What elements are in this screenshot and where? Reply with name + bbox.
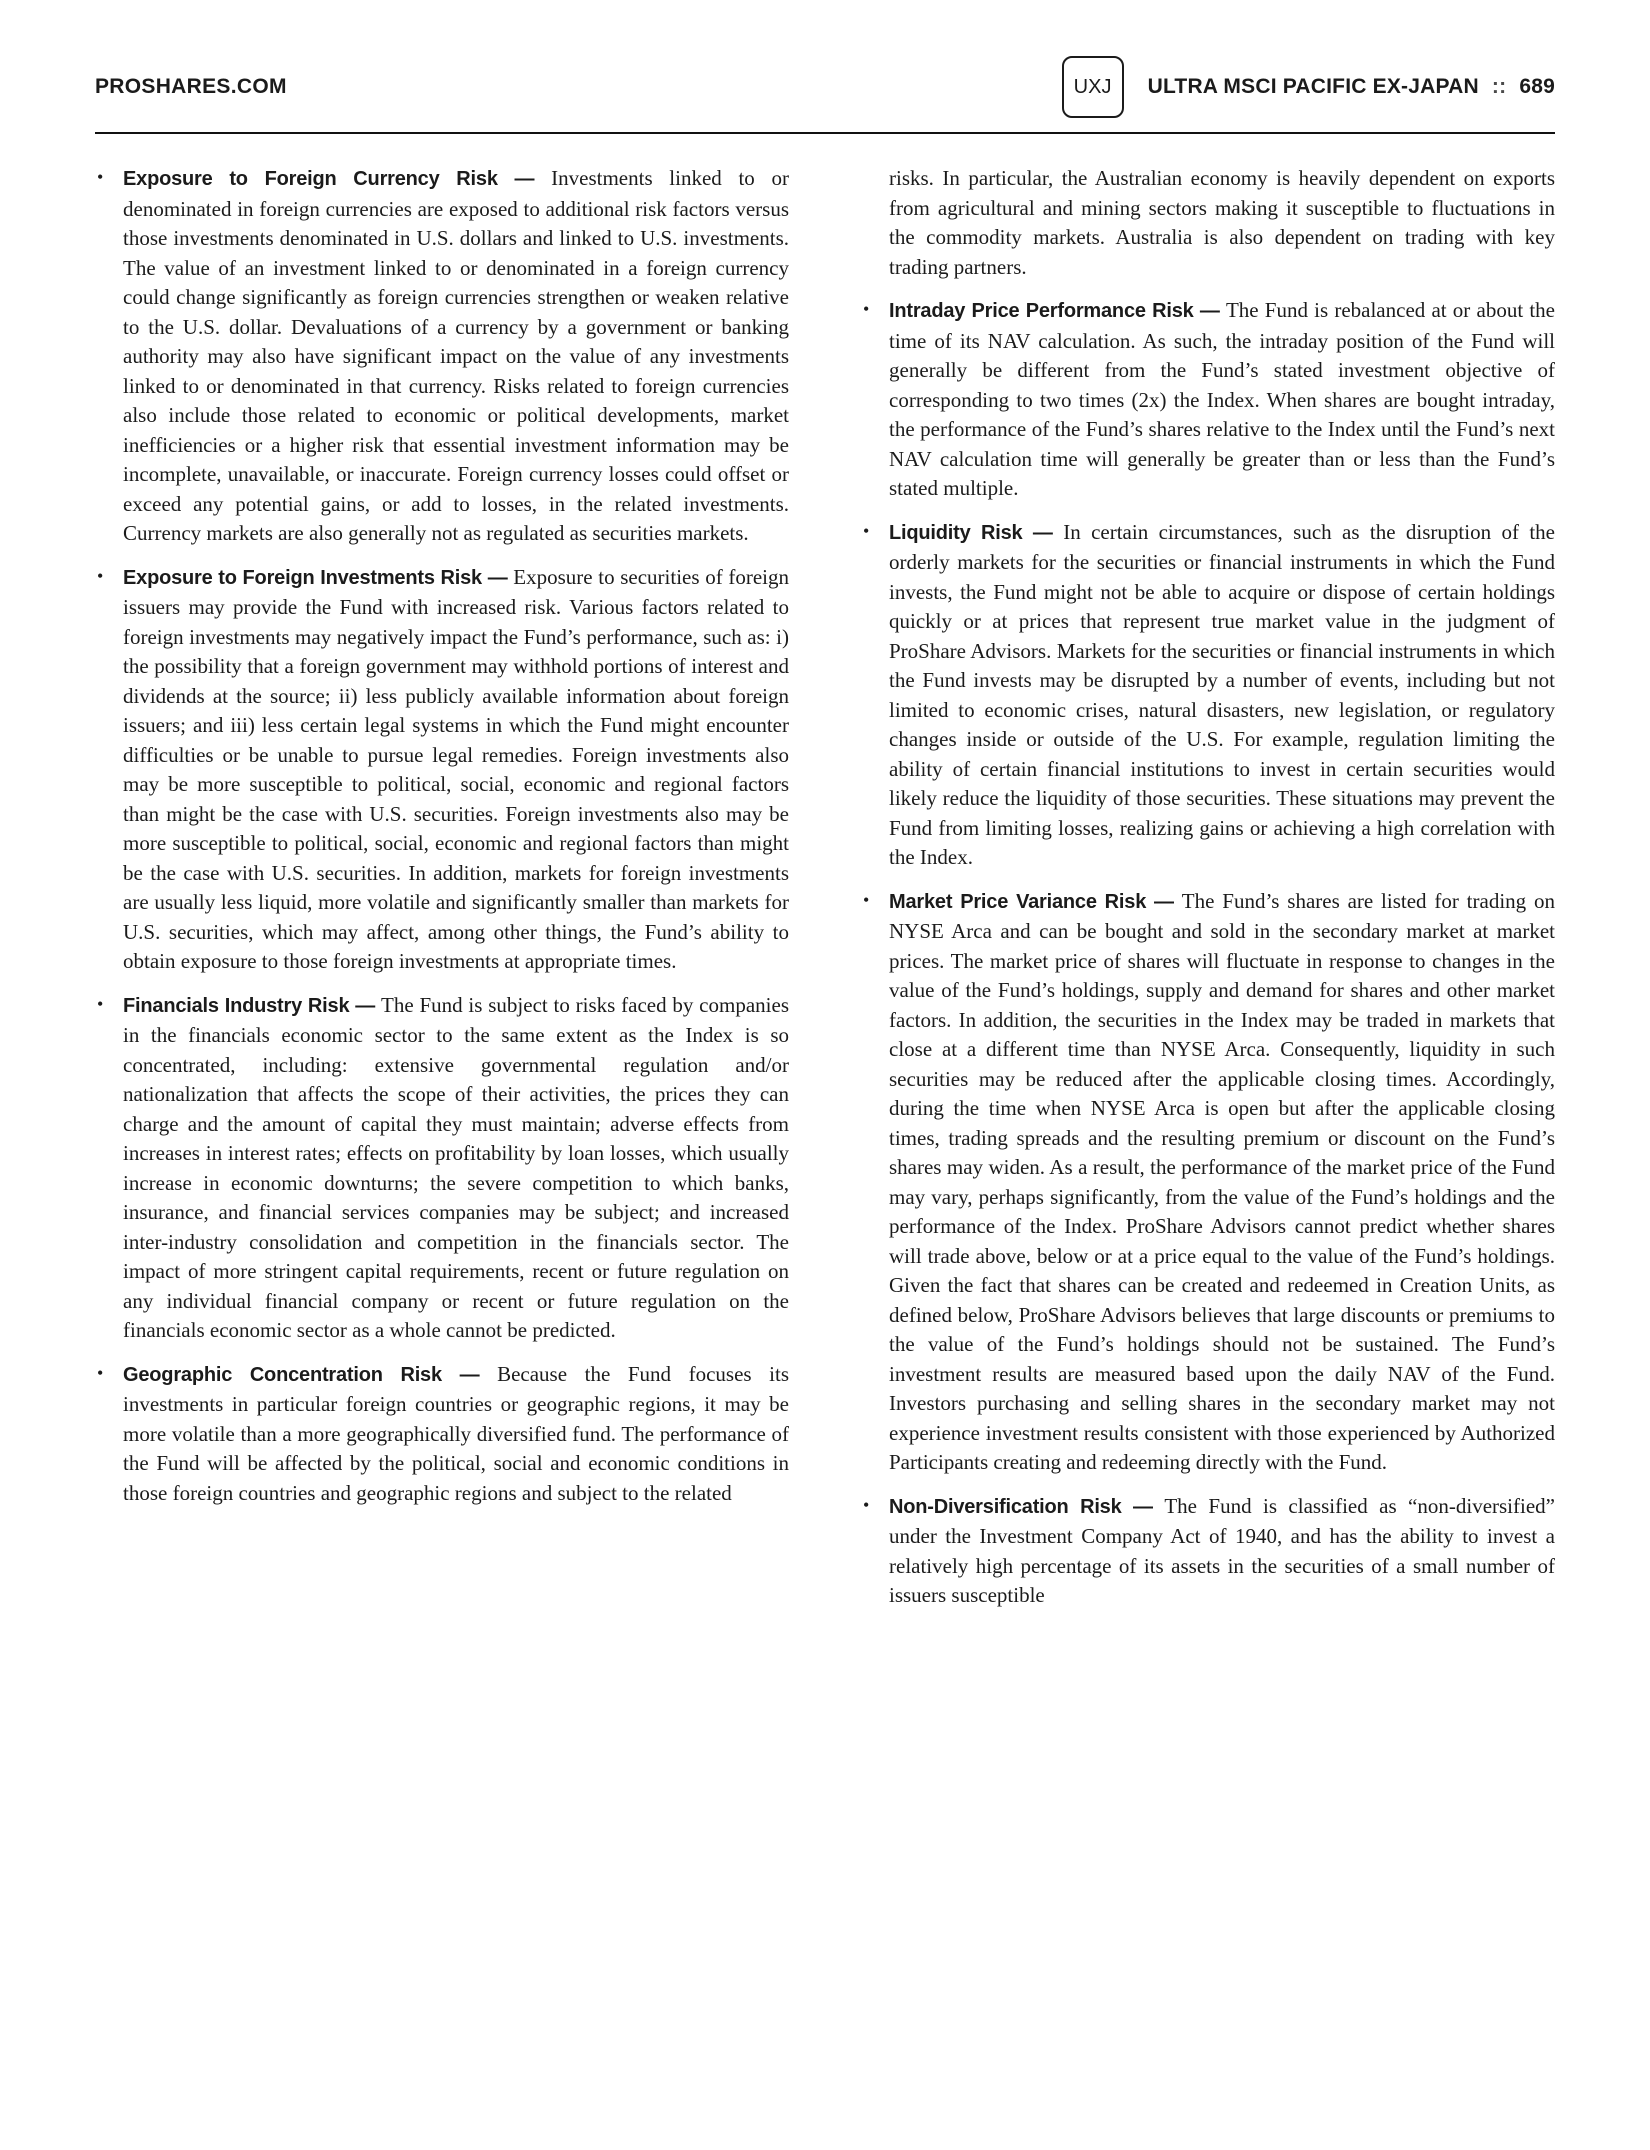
header-rule bbox=[95, 132, 1555, 134]
risk-text: The Fund’s shares are listed for trading on NYSE Arca and can be bought and sold in the secondary market at market prices. The market price of shares will fluctuate in response to changes in the value of the Fund’s holdings, supply and demand for shares and other market factors. In addition, the securities in the Index may be traded in markets that close at a different time than NYSE Arca. Consequently, liquidity in such securities may be reduced after the applicable closing times. Accordingly, during the time when NYSE Arca is open but after the applicable closing times, trading spreads and the resulting premium or discount on the Fund’s shares may widen. As a result, the performance of the market price of the Fund may vary, perhaps significantly, from the value of the Fund’s holdings and the performance of the Index. ProShare Advisors cannot predict whether shares will trade above, below or at a price equal to the value of the Fund’s holdings. Given the fact that shares can be created and redeemed in Creation Units, as defined below, ProShare Advisors believes that large discounts or premiums to the value of the Fund’s holdings should not be sustained. The Fund’s investment results are measured based upon the daily NAV of the Fund. Investors purchasing and selling shares in the secondary market may not experience investment results consistent with those experienced by Authorized Participants creating and redeeming directly with the Fund. bbox=[889, 888, 1555, 1474]
ticker-label: UXJ bbox=[1073, 75, 1112, 98]
risk-text: Exposure to securities of foreign issuers may provide the Fund with increased risk. Various factors related to foreign investments may negatively impact the Fund’s performance, such as: i) the possibility that a foreign government may withhold portions of interest and dividends at the source; ii) less publicly available information about foreign issuers; and iii) less certain legal systems in which the Fund might encounter difficulties or be unable to pursue legal remedies. Foreign investments also may be more susceptible to political, social, economic and regional factors than might be the case with U.S. securities. Foreign investments also may be more susceptible to political, social, economic and regional factors than might be the case with U.S. securities. In addition, markets for foreign investments are usually less liquid, more volatile and significantly smaller than markets for U.S. securities, which may affect, among other things, the Fund’s ability to obtain exposure to those foreign investments at appropriate times. bbox=[123, 564, 789, 973]
risk-title: Liquidity Risk — bbox=[889, 521, 1064, 544]
bullet-icon: • bbox=[863, 299, 870, 319]
page-header bbox=[95, 56, 1555, 118]
risk-title: Exposure to Foreign Currency Risk — bbox=[123, 168, 552, 190]
left-column bbox=[95, 164, 789, 1611]
bullet-icon: • bbox=[97, 993, 104, 1014]
ticker-box bbox=[1062, 56, 1124, 118]
risk-title: Intraday Price Performance Risk — bbox=[889, 300, 1226, 322]
continuation-paragraph bbox=[861, 164, 1555, 282]
risk-title: Financials Industry Risk — bbox=[123, 994, 381, 1017]
risk-text: Investments linked to or denominated in foreign currencies are exposed to additional risk factors versus those investments denominated in U.S. dollars and linked to U.S. investments. The value of an investment linked to or denominated in a foreign currency could change significantly as foreign currencies strengthen or weaken relative to the U.S. dollar. Devaluations of a currency by a government or banking authority may also have significant impact on the value of any investments linked to or denominated in that currency. Risks related to foreign currencies also include those related to economic or political developments, market inefficiencies or a higher risk that essential investment information may be incomplete, unavailable, or inaccurate. Foreign currency losses could offset or exceed any potential gains, or add to losses, in the related investments. Currency markets are also generally not as regulated as securities markets. bbox=[123, 166, 789, 545]
risk-bullet-paragraph bbox=[861, 296, 1555, 504]
page-separator: :: bbox=[1491, 75, 1507, 98]
bullet-icon: • bbox=[97, 1362, 104, 1383]
risk-text: Because the Fund focuses its investments in particular foreign countries or geographic regions, it may be more volatile than a more geographically diversified fund. The performance of the Fund will be affected by the political, social and economic conditions in those foreign countries and geographic regions and subject to the related bbox=[123, 1361, 790, 1505]
fund-title-line bbox=[1148, 75, 1555, 99]
risk-text: The Fund is subject to risks faced by companies in the financials economic sector to the same extent as the Index is so concentrated, including: extensive governmental regulation and/or nationalization that affects the scope of their activities, the prices they can charge and the amount of capital they must maintain; adverse effects from increases in interest rates; effects on profitability by loan losses, which usually increase in economic downturns; the severe competition to which banks, insurance, and financial services companies may be subject; and increased inter-industry consolidation and competition in the financials sector. The impact of more stringent capital requirements, recent or future regulation on any individual financial company or recent or future regulation on the financials economic sector as a whole cannot be predicted. bbox=[123, 992, 789, 1342]
risk-title: Market Price Variance Risk — bbox=[889, 890, 1182, 913]
risk-text: risks. In particular, the Australian economy is heavily dependent on exports from agricultural and mining sectors making it susceptible to fluctuations in the commodity markets. Australia is also dependent on trading with key trading partners. bbox=[889, 166, 1555, 279]
bullet-icon: • bbox=[97, 565, 104, 586]
risk-text: The Fund is classified as “non-diversified” under the Investment Company Act of 1940, and has the ability to invest a relatively high percentage of its assets in the securities of a small number of issuers susceptible bbox=[889, 1493, 1555, 1607]
risk-bullet-paragraph bbox=[95, 1360, 789, 1509]
fund-title: ULTRA MSCI PACIFIC EX-JAPAN bbox=[1147, 75, 1479, 98]
risk-title: Geographic Concentration Risk — bbox=[123, 1363, 498, 1386]
bullet-icon: • bbox=[863, 520, 870, 541]
risk-title: Exposure to Foreign Investments Risk — bbox=[123, 566, 514, 589]
page-number: 689 bbox=[1519, 75, 1555, 98]
risk-bullet-paragraph bbox=[861, 1492, 1555, 1611]
bullet-icon: • bbox=[97, 167, 104, 187]
site-url: PROSHARES.COM bbox=[95, 75, 287, 98]
bullet-icon: • bbox=[863, 1494, 870, 1515]
risk-bullet-paragraph bbox=[95, 164, 789, 549]
risk-text: The Fund is rebalanced at or about the time of its NAV calculation. As such, the intraday position of the Fund will generally be different from the Fund’s stated investment objective of corresponding to two times (2x) the Index. When shares are bought intraday, the performance of the Fund’s shares relative to the Index until the Fund’s next NAV calculation time will generally be greater than or less than the Fund’s stated multiple. bbox=[889, 298, 1555, 500]
bullet-icon: • bbox=[863, 889, 870, 910]
risk-title: Non-Diversification Risk — bbox=[889, 1495, 1165, 1518]
risk-text: In certain circumstances, such as the disruption of the orderly markets for the securities or financial instruments in which the Fund invests, the Fund might not be able to acquire or dispose of certain holdings quickly or at prices that represent true market value in the judgment of ProShare Advisors. Markets for the securities or financial instruments in which the Fund invests may be disrupted by a number of events, including but not limited to economic crises, natural disasters, new legislation, or regulatory changes inside or outside of the U.S. For example, regulation limiting the ability of certain financial institutions to invest in certain securities would likely reduce the liquidity of those securities. These situations may prevent the Fund from limiting losses, realizing gains or achieving a high correlation with the Index. bbox=[889, 519, 1555, 869]
risk-bullet-paragraph bbox=[95, 991, 789, 1346]
header-right-group bbox=[1062, 56, 1555, 118]
content-columns bbox=[95, 164, 1555, 1611]
risk-bullet-paragraph bbox=[861, 518, 1555, 873]
right-column bbox=[861, 164, 1555, 1611]
risk-bullet-paragraph bbox=[95, 563, 789, 977]
risk-bullet-paragraph bbox=[861, 887, 1555, 1478]
